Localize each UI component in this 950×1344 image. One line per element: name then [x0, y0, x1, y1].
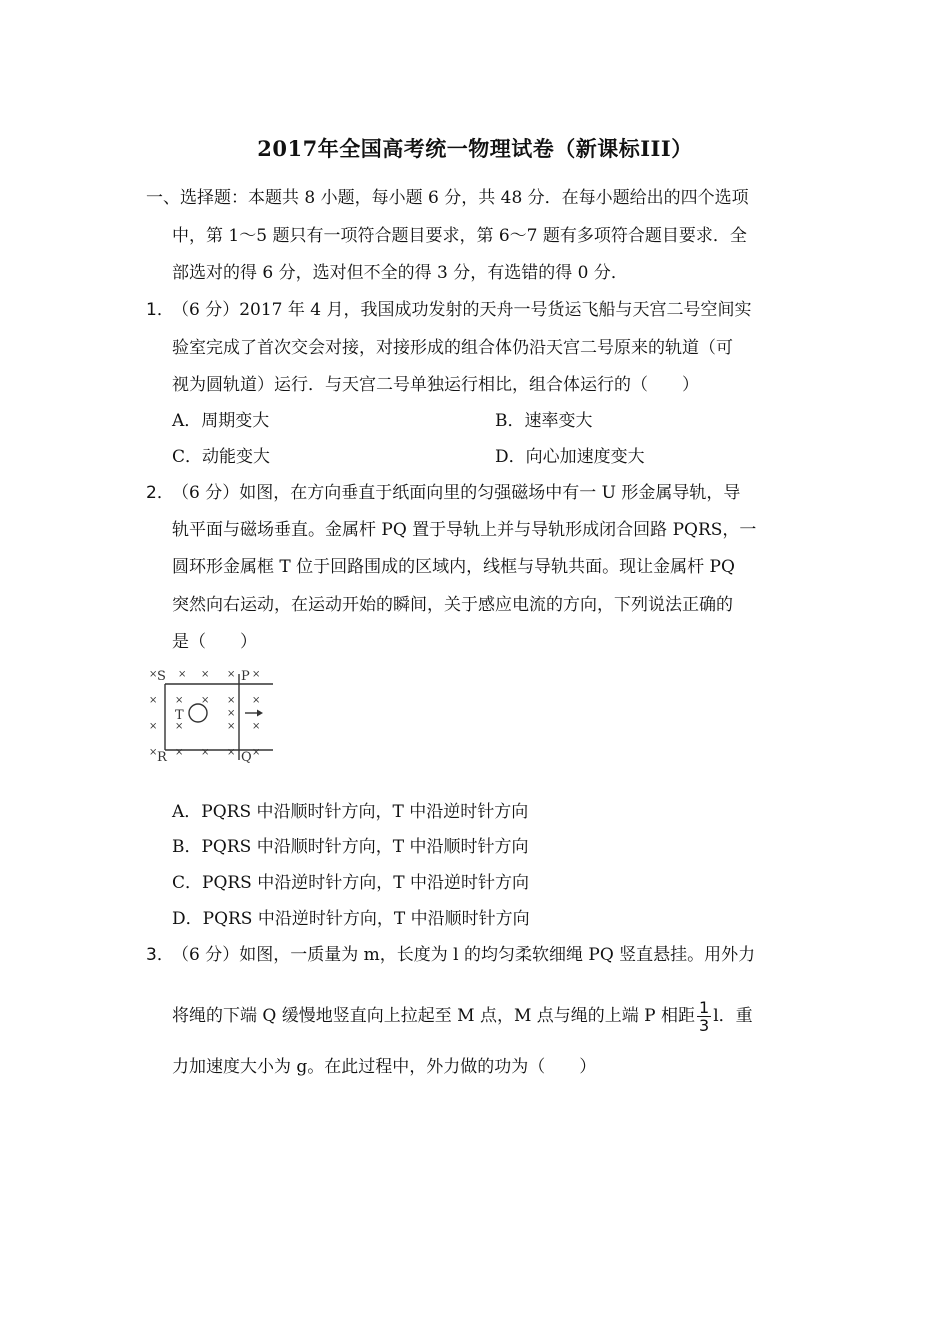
field-cross: ×: [227, 695, 236, 706]
field-cross: ×: [175, 695, 184, 706]
question-1-option-c[interactable]: C．动能变大: [172, 447, 271, 467]
question-2-option-a[interactable]: A．PQRS 中沿顺时针方向，T 中沿逆时针方向: [172, 802, 529, 822]
field-cross: ×: [175, 721, 184, 732]
label-s: S: [157, 669, 166, 684]
question-2-stem-line-3: 圆环形金属框 T 位于回路围成的区域内，线框与导轨共面。现让金属杆 PQ: [172, 557, 735, 577]
field-cross: ×: [252, 721, 261, 732]
section-intro-line-3: 部选对的得 6 分，选对但不全的得 3 分，有选错的得 0 分．: [172, 263, 628, 283]
question-1-stem-line-2: 验室完成了首次交会对接，对接形成的组合体仍沿天宫二号原来的轨道（可: [172, 338, 733, 358]
field-cross: ×: [227, 747, 236, 758]
question-3-stem-line-2: [172, 999, 753, 1034]
field-cross: ×: [252, 747, 261, 758]
field-cross: ×: [149, 721, 158, 732]
label-r: R: [157, 750, 167, 765]
question-3-stem-line-3: 力加速度大小为 g。在此过程中，外力做的功为（ ）: [172, 1057, 597, 1077]
question-2-stem-line-4: 突然向右运动，在运动开始的瞬间，关于感应电流的方向，下列说法正确的: [172, 595, 733, 615]
question-2-stem-line-2: 轨平面与磁场垂直。金属杆 PQ 置于导轨上并与导轨形成闭合回路 PQRS，一: [172, 520, 757, 540]
velocity-arrowhead: [257, 710, 263, 717]
question-3-number: 3．: [146, 945, 174, 965]
question-2-option-d[interactable]: D．PQRS 中沿逆时针方向，T 中沿顺时针方向: [172, 909, 530, 929]
question-1-option-a[interactable]: A．周期变大: [172, 411, 270, 431]
field-cross: ×: [201, 695, 210, 706]
question-2-option-c[interactable]: C．PQRS 中沿逆时针方向，T 中沿逆时针方向: [172, 873, 529, 893]
question-3-stem-line-2-text: 将绳的下端 Q 缓慢地竖直向上拉起至 M 点，M 点与绳的上端 P 相距: [172, 1006, 696, 1026]
ring-t: [189, 704, 207, 722]
field-cross: ×: [201, 669, 210, 680]
field-cross: ×: [252, 695, 261, 706]
label-t: T: [175, 708, 184, 723]
fraction-one-third: [697, 999, 711, 1034]
question-1-option-b[interactable]: B．速率变大: [495, 411, 593, 431]
label-p: P: [241, 669, 250, 684]
field-cross: ×: [227, 669, 236, 680]
question-2-stem-line-5: 是（ ）: [172, 632, 257, 652]
question-2-number: 2．: [146, 483, 174, 503]
magnetic-field-circuit-figure: [144, 664, 278, 766]
question-1-number: 1．: [146, 300, 174, 320]
field-cross: ×: [227, 708, 236, 719]
field-cross: ×: [178, 669, 187, 680]
field-cross: ×: [149, 695, 158, 706]
question-2-option-b[interactable]: B．PQRS 中沿顺时针方向，T 中沿顺时针方向: [172, 837, 529, 857]
field-cross: ×: [149, 747, 158, 758]
field-cross: ×: [227, 721, 236, 732]
field-cross: ×: [201, 747, 210, 758]
question-1-option-d[interactable]: D．向心加速度变大: [495, 447, 645, 467]
fraction-numerator: 1: [699, 998, 710, 1017]
label-q: Q: [241, 750, 252, 765]
question-3-stem-line-2-end: l．重: [713, 1006, 753, 1026]
section-intro-line-2: 中，第 1～5 题只有一项符合题目要求，第 6～7 题有多项符合题目要求．全: [172, 226, 747, 246]
field-cross: ×: [175, 747, 184, 758]
question-1-stem-line-1: （6 分）2017 年 4 月，我国成功发射的天舟一号货运飞船与天宫二号空间实: [172, 300, 752, 320]
question-2-stem-line-1: （6 分）如图，在方向垂直于纸面向里的匀强磁场中有一 U 形金属导轨，导: [172, 483, 741, 503]
field-cross: ×: [149, 669, 158, 680]
section-intro-line-1: 一、选择题：本题共 8 小题，每小题 6 分，共 48 分．在每小题给出的四个选项: [146, 188, 749, 208]
field-cross: ×: [252, 669, 261, 680]
question-3-stem-line-1: （6 分）如图，一质量为 m，长度为 l 的均匀柔软细绳 PQ 竖直悬挂。用外力: [172, 945, 756, 965]
fraction-denominator: 3: [699, 1016, 710, 1035]
page-title: 2017年全国高考统一物理试卷（新课标III）: [257, 136, 693, 161]
question-1-stem-line-3: 视为圆轨道）运行．与天宫二号单独运行相比，组合体运行的（ ）: [172, 375, 699, 395]
